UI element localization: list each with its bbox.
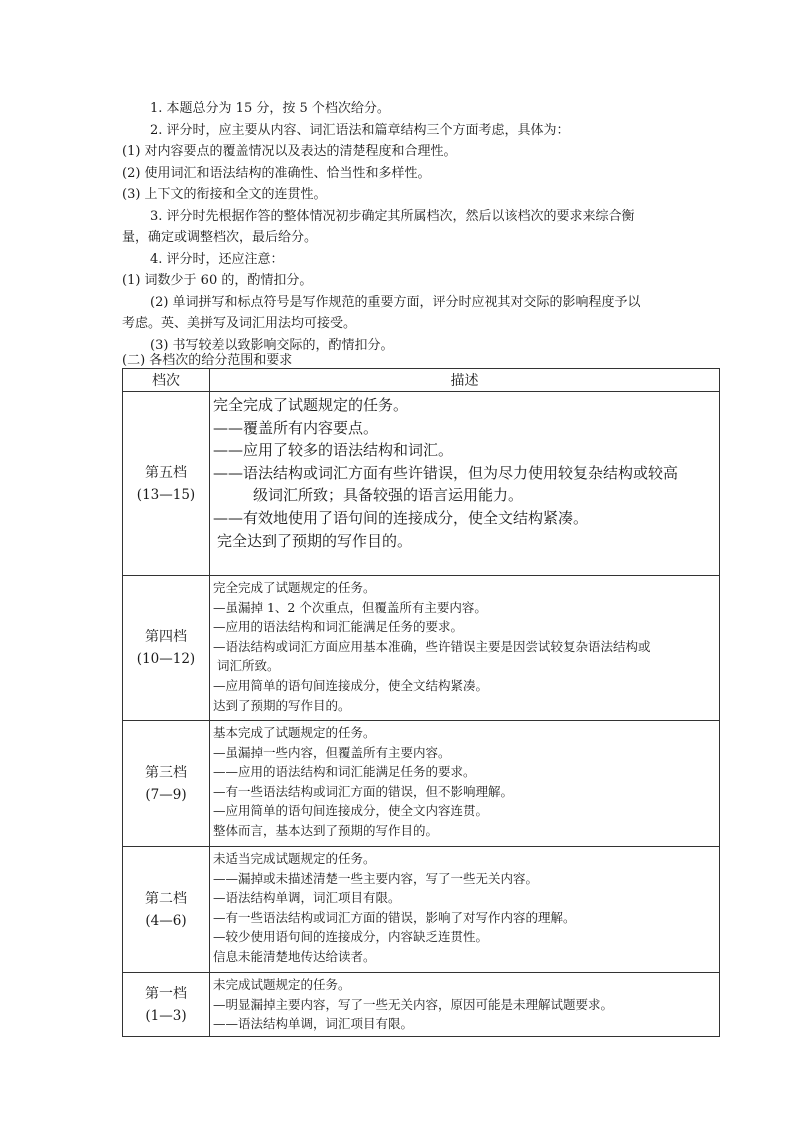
section-title: (二) 各档次的给分范围和要求 bbox=[122, 353, 293, 368]
table-header-row bbox=[123, 369, 720, 392]
description-line: —虽漏掉一些内容，但覆盖所有主要内容。 bbox=[213, 744, 451, 760]
rule-4-item-3: (3) 书写较差以致影响交际的，酌情扣分。 bbox=[150, 337, 394, 353]
rule-4-item-1: (1) 词数少于 60 的，酌情扣分。 bbox=[122, 273, 313, 288]
rule-2-item-3: (3) 上下文的衔接和全文的连贯性。 bbox=[122, 187, 327, 202]
description-line: 达到了预期的写作目的。 bbox=[213, 697, 351, 713]
description-line: ——漏掉或未描述清楚一些主要内容，写了一些无关内容。 bbox=[213, 870, 539, 886]
level-cell bbox=[123, 576, 210, 721]
description-line: 完全完成了试题规定的任务。 bbox=[213, 396, 409, 414]
level-range: (13—15) bbox=[136, 486, 196, 503]
table-row bbox=[123, 847, 720, 973]
description-line: —语法结构单调，词汇项目有限。 bbox=[213, 890, 401, 906]
rule-2-item-1: (1) 对内容要点的覆盖情况以及表达的清楚程度和合理性。 bbox=[122, 144, 457, 159]
level-range: (1—3) bbox=[145, 1007, 187, 1024]
description-line: 基本完成了试题规定的任务。 bbox=[213, 725, 376, 740]
description-line: 级词汇所致；具备较强的语言运用能力。 bbox=[253, 486, 524, 505]
level-name: 第四档 bbox=[145, 629, 187, 645]
description-line: ——应用了较多的语法结构和词汇。 bbox=[213, 441, 454, 460]
description-line: —应用的语法结构和词汇能满足任务的要求。 bbox=[213, 619, 464, 635]
description-line: 整体而言，基本达到了预期的写作目的。 bbox=[213, 822, 439, 838]
table-row bbox=[123, 392, 720, 576]
level-range: (4—6) bbox=[145, 912, 187, 929]
level-name: 第三档 bbox=[145, 764, 187, 781]
level-cell bbox=[123, 392, 210, 576]
description-line: —虽漏掉 1、2 个次重点，但覆盖所有主要内容。 bbox=[213, 599, 487, 615]
description-line: 词汇所致。 bbox=[217, 658, 280, 674]
rule-3-line-1: 3. 评分时先根据作答的整体情况初步确定其所属档次，然后以该档次的要求来综合衡 bbox=[150, 208, 635, 224]
description-cell bbox=[210, 721, 720, 847]
description-cell bbox=[210, 392, 720, 576]
description-line: —较少使用语句间的连接成分，内容缺乏连贯性。 bbox=[213, 929, 489, 945]
table-row bbox=[123, 721, 720, 847]
level-name: 第二档 bbox=[145, 890, 187, 907]
description-cell bbox=[210, 576, 720, 721]
table-row bbox=[123, 973, 720, 1037]
description-line: 未完成试题规定的任务。 bbox=[213, 977, 351, 992]
rule-2-item-2: (2) 使用词汇和语法结构的准确性、恰当性和多样性。 bbox=[122, 165, 431, 181]
description-line: ——语法结构或词汇方面有些许错误，但为尽力使用较复杂结构或较高 bbox=[213, 463, 679, 482]
description-line: ——有效地使用了语句间的连接成分，使全文结构紧凑。 bbox=[213, 508, 589, 527]
rule-3-line-2: 量，确定或调整档次，最后给分。 bbox=[122, 230, 318, 245]
rule-4: 4. 评分时，还应注意： bbox=[150, 251, 284, 267]
description-line: 完全完成了试题规定的任务。 bbox=[213, 580, 376, 595]
description-line: —有一些语法结构或词汇方面的错误，影响了对写作内容的理解。 bbox=[213, 909, 576, 925]
scoring-rules bbox=[122, 98, 722, 356]
description-line: ——应用的语法结构和词汇能满足任务的要求。 bbox=[213, 764, 476, 780]
rule-4-item-2-line-2: 考虑。英、美拼写及词汇用法均可接受。 bbox=[122, 316, 357, 331]
description-line: ——语法结构单调，词汇项目有限。 bbox=[213, 1016, 414, 1032]
description-line: 未适当完成试题规定的任务。 bbox=[213, 851, 376, 866]
rule-1: 1. 本题总分为 15 分，按 5 个档次给分。 bbox=[150, 101, 390, 116]
level-cell bbox=[123, 847, 210, 973]
level-cell bbox=[123, 721, 210, 847]
level-name: 第五档 bbox=[145, 464, 187, 481]
table-row bbox=[123, 576, 720, 721]
description-line: —应用简单的语句间连接成分，使全文结构紧凑。 bbox=[213, 677, 489, 693]
description-line: —明显漏掉主要内容，写了一些无关内容，原因可能是未理解试题要求。 bbox=[213, 996, 614, 1012]
description-line: 完全达到了预期的写作目的。 bbox=[217, 531, 413, 550]
level-range: (7—9) bbox=[145, 786, 187, 803]
level-name: 第一档 bbox=[145, 985, 187, 1002]
grading-table bbox=[122, 368, 720, 1037]
description-cell bbox=[210, 973, 720, 1037]
description-line: ——覆盖所有内容要点。 bbox=[213, 418, 379, 437]
description-line: —语法结构或词汇方面应用基本准确，些许错误主要是因尝试较复杂语法结构或 bbox=[213, 638, 651, 654]
description-cell bbox=[210, 847, 720, 973]
level-cell bbox=[123, 973, 210, 1037]
description-line: 信息未能清楚地传达给读者。 bbox=[213, 948, 376, 964]
rule-4-item-2-line-1: (2) 单词拼写和标点符号是写作规范的重要方面，评分时应视其对交际的影响程度予以 bbox=[150, 294, 641, 310]
header-description: 描述 bbox=[210, 369, 720, 392]
description-line: —应用简单的语句间连接成分，使全文内容连贯。 bbox=[213, 803, 489, 819]
header-level: 档次 bbox=[123, 369, 210, 392]
level-range: (10—12) bbox=[136, 651, 196, 667]
rule-2: 2. 评分时，应主要从内容、词汇语法和篇章结构三个方面考虑，具体为： bbox=[150, 122, 570, 138]
description-line: —有一些语法结构或词汇方面的错误，但不影响理解。 bbox=[213, 783, 514, 799]
